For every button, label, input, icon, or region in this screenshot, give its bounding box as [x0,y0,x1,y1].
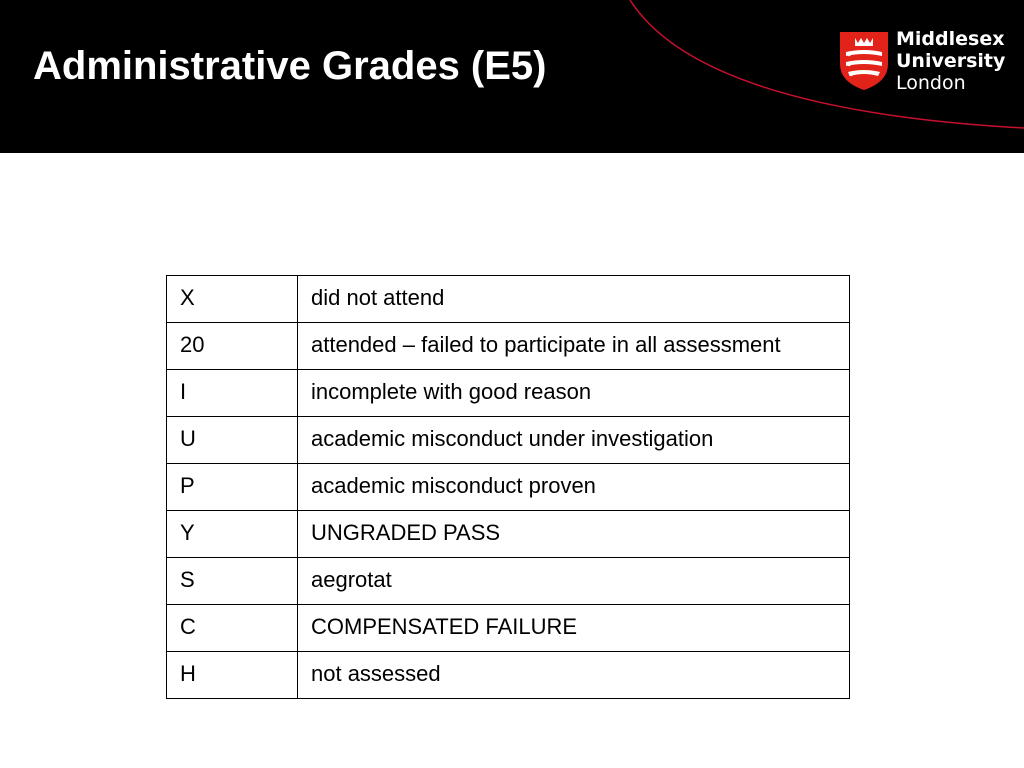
table-row [167,605,850,652]
grade-code: X [167,276,298,323]
grades-table [166,275,850,699]
grade-code: H [167,652,298,699]
grade-code: I [167,370,298,417]
table-row [167,464,850,511]
grade-code: Y [167,511,298,558]
grade-code: S [167,558,298,605]
table-row [167,323,850,370]
grade-description: incomplete with good reason [298,370,850,417]
grade-description: not assessed [298,652,850,699]
logo-line-3: London [896,72,966,94]
logo-line-1: Middlesex [896,28,1005,50]
grade-code: C [167,605,298,652]
logo-wordmark [896,28,1005,94]
grade-description: COMPENSATED FAILURE [298,605,850,652]
middlesex-shield-icon [838,30,890,92]
grade-description: academic misconduct proven [298,464,850,511]
grade-description: attended – failed to participate in all assessment [298,323,850,370]
logo-line-2: University [896,50,1006,72]
middlesex-logo [838,28,1008,94]
grade-code: U [167,417,298,464]
grade-description: UNGRADED PASS [298,511,850,558]
table-row [167,370,850,417]
grade-description: academic misconduct under investigation [298,417,850,464]
slide-title: Administrative Grades (E5) [33,44,547,88]
table-row [167,652,850,699]
grade-description: did not attend [298,276,850,323]
grade-description: aegrotat [298,558,850,605]
table-row [167,558,850,605]
table-row [167,417,850,464]
table-row [167,276,850,323]
grade-code: P [167,464,298,511]
header-band [0,0,1024,153]
grade-code: 20 [167,323,298,370]
table-row [167,511,850,558]
